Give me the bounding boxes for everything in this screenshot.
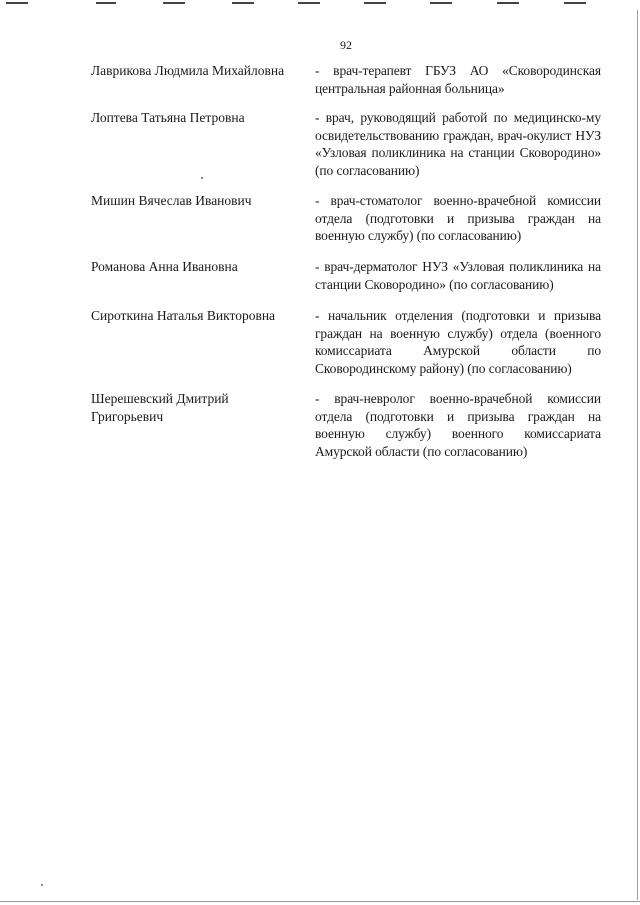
member-role: - врач-стоматолог военно-врачебной комиссии отдела (подготовки и призыва граждан на военную службу) (по согласованию)	[315, 193, 601, 243]
member-name: Шерешевский Дмитрий Григорьевич	[91, 391, 229, 424]
member-role: - начальник отделения (подготовки и призыва граждан на военную службу) отдела (военного комиссариата Амурской области по Сковородинскому району) (по согласованию)	[315, 308, 601, 376]
member-role: - врач-дерматолог НУЗ «Узловая поликлиника на станции Сковородино» (по согласованию)	[315, 259, 601, 292]
scan-speck	[41, 884, 43, 886]
member-role: - врач-терапевт ГБУЗ АО «Сковородинская центральная районная больница»	[315, 63, 601, 96]
member-name: Лаврикова Людмила Михайловна	[91, 63, 285, 78]
member-name: Романова Анна Ивановна	[91, 259, 238, 274]
member-name: Сироткина Наталья Викторовна	[91, 308, 276, 323]
scan-top-edge	[0, 0, 640, 8]
scan-right-edge	[637, 10, 638, 900]
member-name: Мишин Вячеслав Иванович	[91, 193, 252, 208]
scan-speck	[201, 177, 203, 179]
page-number: 92	[340, 38, 352, 52]
scan-bottom-edge	[0, 901, 640, 902]
member-role: - врач-невролог военно-врачебной комиссии отдела (подготовки и призыва граждан на военную службу) военного комиссариата Амурской области (по согласованию)	[315, 391, 601, 459]
member-name: Лоптева Татьяна Петровна	[91, 110, 245, 125]
member-role: - врач, руководящий работой по медицинско-му освидетельствованию граждан, врач-окулист НУЗ «Узловая поликлиника на станции Сковородино» (по согласованию)	[315, 110, 601, 178]
